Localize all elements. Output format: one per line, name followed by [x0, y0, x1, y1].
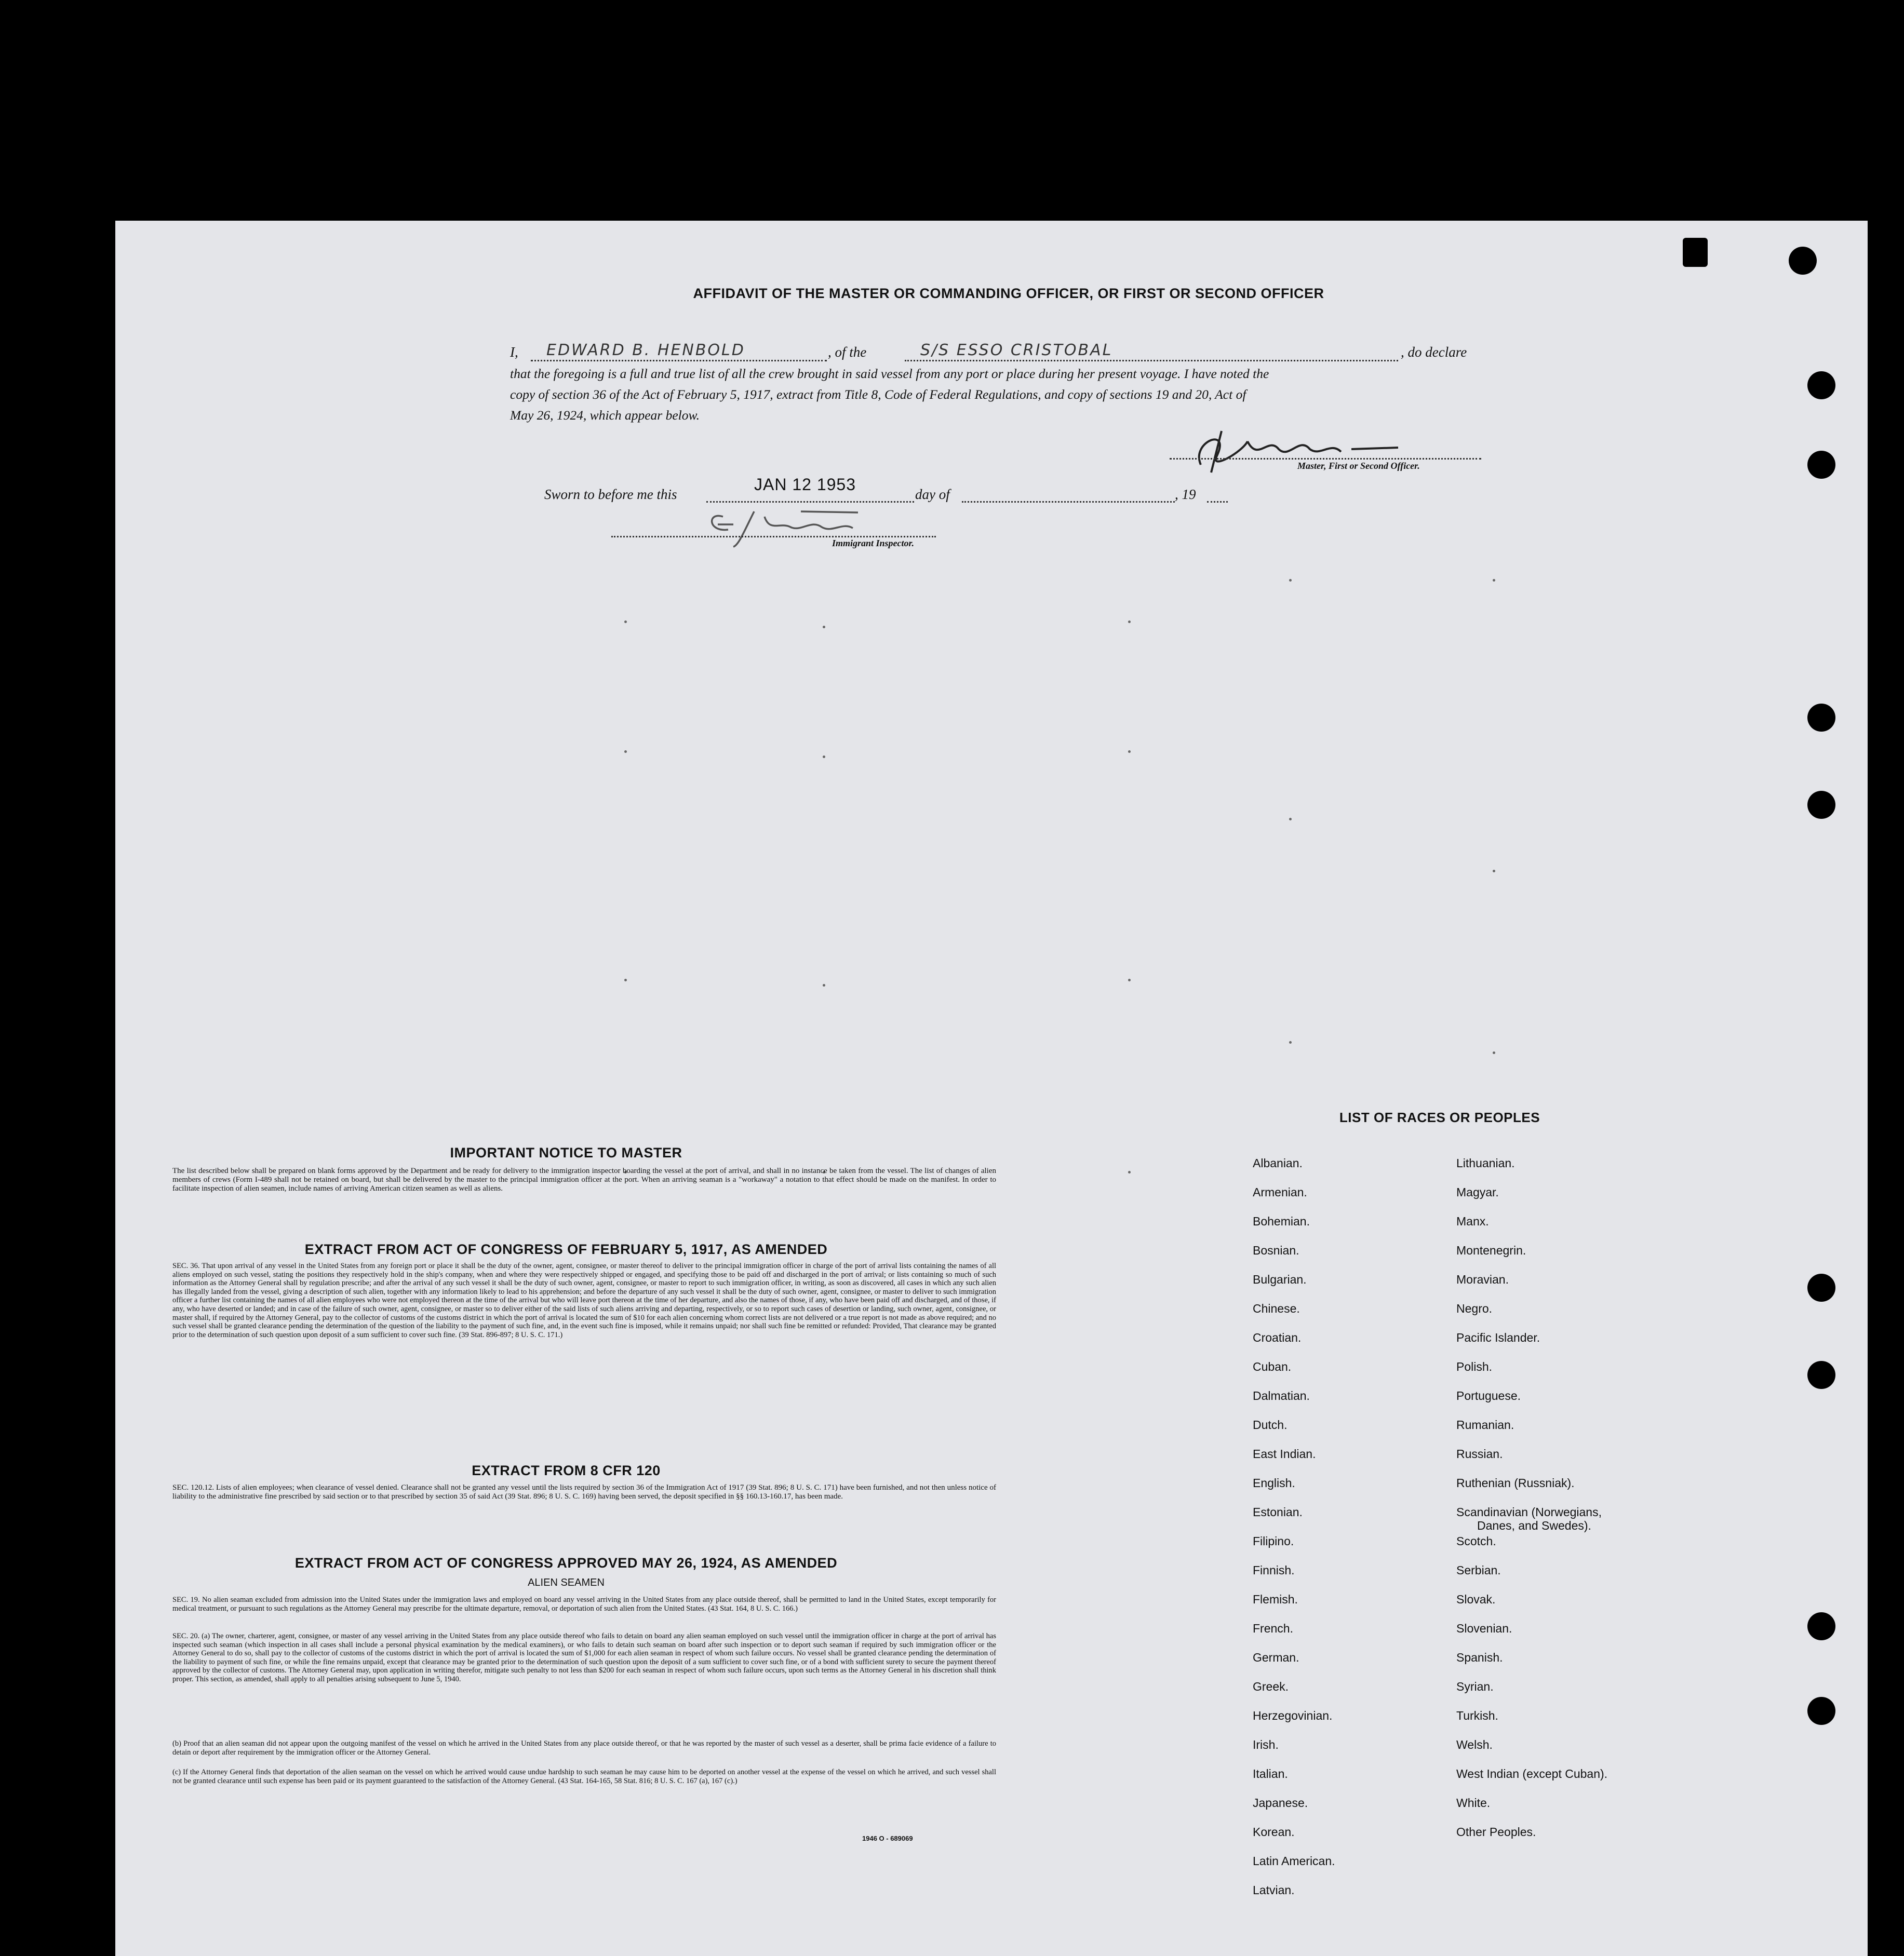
guide-dot: [1128, 979, 1131, 981]
punch-hole: [1807, 451, 1835, 479]
race-item: Manx.: [1456, 1215, 1489, 1228]
race-item: Turkish.: [1456, 1709, 1498, 1722]
day-of-label: day of: [915, 487, 950, 502]
punch-hole: [1789, 247, 1817, 275]
punch-hole: [1807, 1274, 1835, 1302]
year-prefix: , 19: [1175, 487, 1196, 502]
inspector-signature-line: [611, 535, 936, 537]
affidavit-body-3: May 26, 1924, which appear below.: [510, 408, 700, 423]
affidavit-title: AFFIDAVIT OF THE MASTER OR COMMANDING OFFICER, OR FIRST OR SECOND OFFICER: [693, 286, 1324, 301]
affidavit-body-2: copy of section 36 of the Act of February 5, 1917, extract from Title 8, Code of Federal Regulations, and copy of sections 19 and 20, Act of: [510, 387, 1246, 402]
guide-dot: [823, 756, 825, 758]
guide-dot: [1493, 870, 1495, 872]
race-item: Albanian.: [1253, 1156, 1303, 1170]
race-item: Armenian.: [1253, 1185, 1307, 1199]
race-item: Dalmatian.: [1253, 1389, 1310, 1402]
master-signature-line: [1170, 457, 1481, 460]
punch-hole: [1807, 1361, 1835, 1389]
master-caption: Master, First or Second Officer.: [1297, 461, 1420, 471]
race-item: Lithuanian.: [1456, 1156, 1515, 1170]
race-item: French.: [1253, 1622, 1293, 1635]
race-item: Magyar.: [1456, 1185, 1499, 1199]
guide-dot: [624, 979, 627, 981]
race-item: Latvian.: [1253, 1883, 1295, 1897]
race-item: Bosnian.: [1253, 1244, 1299, 1257]
sworn-prefix: Sworn to before me this: [544, 487, 677, 502]
race-item: West Indian (except Cuban).: [1456, 1767, 1608, 1780]
race-item: Montenegrin.: [1456, 1244, 1526, 1257]
guide-dot: [624, 620, 627, 623]
notice-title: IMPORTANT NOTICE TO MASTER: [450, 1145, 682, 1161]
race-item: Rumanian.: [1456, 1418, 1514, 1432]
declaration-line: [510, 341, 1606, 365]
punch-hole: [1807, 371, 1835, 399]
race-item: Estonian.: [1253, 1505, 1303, 1519]
guide-dot: [624, 750, 627, 753]
extract-1924-sec20a: SEC. 20. (a) The owner, charterer, agent, consignee, or master of any vessel arriving in the United States from any place outside thereof who fails to detain on board any alien seaman employed on such vessel until the immigration officer in charge at the port of arrival has inspected such seaman (which inspection in all cases shall include a personal physical examination by the medical examiners), or who fails to detain such seaman on board after such inspection or to deport such seaman if required by such immigration officer or the Attorney General to do so, shall pay to the collector of customs of the customs district in which the port of arrival is located the sum of $1,000 for each alien seaman in respect of whom such failure occurs. No vessel shall be granted clearance pending the determination of the liability to payment of such fine, or while the fine remains unpaid, except that clearance may be granted prior to the determination of such question upon the deposit of a sum sufficient to cover such fine, or of a bond with sufficient surety to secure the payment thereof approved by the collector of customs. The Attorney General may, upon application in writing therefor, mitigate such penalty to not less than $200 for each seaman in respect of whom such failure occurs, upon such terms as the Attorney General in his discretion shall think proper. This section, as amended, shall apply to all penalties arising subsequent to June 5, 1940.: [172, 1632, 996, 1683]
race-item: Irish.: [1253, 1738, 1279, 1751]
punch-hole: [1807, 1612, 1835, 1640]
guide-dot: [1289, 818, 1292, 820]
race-item: Serbian.: [1456, 1563, 1501, 1577]
punch-hole: [1683, 238, 1708, 267]
race-item: Welsh.: [1456, 1738, 1493, 1751]
affidavit-body-1: that the foregoing is a full and true list of all the crew brought in said vessel from any port or place during her present voyage. I have noted the: [510, 366, 1269, 381]
extract-cfr-title: EXTRACT FROM 8 CFR 120: [472, 1463, 661, 1478]
extract-1924-sec20c: (c) If the Attorney General finds that deportation of the alien seaman on the vessel on which he arrived would cause undue hardship to such seaman he may cause him to be deported on another vessel at the expense of the vessel on which he arrived, and such vessel shall not be granted clearance until such expense has been paid or its payment guaranteed to the satisfaction of the Attorney General. (43 Stat. 164-165, 58 Stat. 816; 8 U. S. C. 167 (a), 167 (c).): [172, 1768, 996, 1785]
race-item: Pacific Islander.: [1456, 1331, 1540, 1344]
punch-hole: [1807, 704, 1835, 732]
races-title: LIST OF RACES OR PEOPLES: [1339, 1110, 1540, 1125]
race-item: Herzegovinian.: [1253, 1709, 1333, 1722]
race-item: Cuban.: [1253, 1360, 1292, 1373]
month-field: [962, 485, 1175, 503]
race-item: Other Peoples.: [1456, 1825, 1536, 1839]
guide-dot: [823, 626, 825, 628]
race-item: White.: [1456, 1796, 1491, 1810]
guide-dot: [1493, 579, 1495, 582]
race-item: Moravian.: [1456, 1273, 1509, 1286]
race-item: Slovenian.: [1456, 1622, 1512, 1635]
extract-1917-title: EXTRACT FROM ACT OF CONGRESS OF FEBRUARY 5, 1917, AS AMENDED: [304, 1242, 828, 1257]
print-code: 1946 O - 689069: [862, 1834, 913, 1842]
race-item: Syrian.: [1456, 1680, 1494, 1693]
punch-hole: [1807, 791, 1835, 819]
of-the-label: , of the: [828, 344, 867, 360]
year-field: [1207, 485, 1228, 503]
notice-body: The list described below shall be prepared on blank forms approved by the Department and be ready for delivery to the immigration inspector boarding the vessel at the port of arrival, and shall in no instance be taken from the vessel. The list of changes of alien members of crews (Form I-489 shall not be retained on board, but shall be delivered by the master to the principal immigration officer at the port. When an arriving seaman is a "workaway" a notation to that effect should be made on the manifest. In order to facilitate inspection of alien seamen, include names of arriving American citizen seamen as well as aliens.: [172, 1167, 996, 1193]
declarant-name: EDWARD B. HENBOLD: [546, 341, 745, 359]
race-item: Scotch.: [1456, 1534, 1496, 1548]
do-declare-label: , do declare: [1401, 344, 1467, 360]
race-item: Japanese.: [1253, 1796, 1308, 1810]
punch-hole: [1807, 1697, 1835, 1725]
race-item: Italian.: [1253, 1767, 1288, 1780]
extract-1924-subtitle: ALIEN SEAMEN: [528, 1577, 605, 1588]
race-item: Spanish.: [1456, 1651, 1503, 1664]
extract-1917-body: SEC. 36. That upon arrival of any vessel in the United States from any foreign port or place it shall be the duty of the owner, agent, consignee, or master thereof to deliver to the principal immigration officer in charge of the port of arrival lists containing the names of all aliens employed on such vessel, stating the positions they respectively hold in the ship's company, when and where they were respectively shipped or engaged, and specifying those to be paid off and discharged in the port of arrival; or lists containing so much of such information as the Attorney General shall by regulation prescribe; and after the arrival of any such vessel it shall be the duty of such owner, agent, consignee, or master to report to such immigration officer, in writing, as soon as discovered, all cases in which any such alien has illegally landed from the vessel, giving a description of such alien, together with any information likely to lead to his apprehension; and before the departure of any such vessel it shall be the duty of such owner, agent, consignee, or master to deliver to such immigration officer a further list containing the names of all alien employees who were not employed thereon at the time of the arrival but who will leave port thereon at the time of her departure, and also the names of those, if any, who have been paid off and discharged, and of those, if any, who have deserted or landed; and in case of the failure of such owner, agent, consignee, or master so to deliver either of the said lists of such aliens arriving and departing, respectively, or so to report such cases of desertion or landing, such owner, agent, consignee, or master shall, if required by the Attorney General, pay to the collector of customs of the customs district in which the port of arrival is located the sum of $10 for each alien concerning whom correct lists are not delivered or a true report is not made as above required; and no such vessel shall be granted clearance pending the determination of the question of the liability to the payment of such fine, and, in the event such fine is imposed, while it remains unpaid; nor shall such fine be remitted or refunded: Provided, That clearance may be granted prior to the determination of such question upon deposit of a sum sufficient to cover such fine. (39 Stat. 896-897; 8 U. S. C. 171.): [172, 1262, 996, 1339]
extract-1924-sec19: SEC. 19. No alien seaman excluded from admission into the United States under the immigration laws and employed on board any vessel arriving in the United States from any place outside thereof, shall be permitted to land in the United States, except temporarily for medical treatment, or pursuant to such regulations as the Attorney General may prescribe for the ultimate departure, removal, or deportation of such alien from the United States. (43 Stat. 164, 8 U. S. C. 166.): [172, 1596, 996, 1613]
race-item: Russian.: [1456, 1447, 1503, 1461]
race-item: Bohemian.: [1253, 1215, 1310, 1228]
guide-dot: [1128, 620, 1131, 623]
form-sheet: [115, 221, 1868, 1956]
race-item: Chinese.: [1253, 1302, 1300, 1315]
race-item: Croatian.: [1253, 1331, 1302, 1344]
sworn-date-stamp: JAN 12 1953: [754, 475, 856, 494]
race-item: Scandinavian (Norwegians,: [1456, 1505, 1602, 1519]
race-item: Negro.: [1456, 1302, 1493, 1315]
race-item: Slovak.: [1456, 1593, 1496, 1606]
race-item: Filipino.: [1253, 1534, 1294, 1548]
race-item: Bulgarian.: [1253, 1273, 1307, 1286]
race-item: Finnish.: [1253, 1563, 1295, 1577]
guide-dot: [1289, 1041, 1292, 1044]
guide-dot: [1128, 750, 1131, 753]
guide-dot: [823, 984, 825, 987]
race-item: Latin American.: [1253, 1854, 1335, 1868]
inspector-caption: Immigrant Inspector.: [832, 538, 915, 548]
race-item: Korean.: [1253, 1825, 1295, 1839]
extract-cfr-body: SEC. 120.12. Lists of alien employees; when clearance of vessel denied. Clearance shall not be granted any vessel until the lists required by section 36 of the Immigration Act of 1917 (39 Stat. 896; 8 U. S. C. 171) have been furnished, and not then unless notice of liability to the administrative fine prescribed by said section or to that prescribed by section 35 of said Act (39 Stat. 896; 8 U. S. C. 169) having been served, the deposit specified in §§ 160.13-160.17, has been made.: [172, 1483, 996, 1501]
race-item: Greek.: [1253, 1680, 1289, 1693]
vessel-name: S/S ESSO CRISTOBAL: [920, 341, 1113, 359]
guide-dot: [1493, 1051, 1495, 1054]
guide-dot: [1289, 579, 1292, 582]
guide-dot: [1128, 1171, 1131, 1173]
race-item: German.: [1253, 1651, 1299, 1664]
race-item: East Indian.: [1253, 1447, 1316, 1461]
race-item: English.: [1253, 1476, 1295, 1490]
race-item: Ruthenian (Russniak).: [1456, 1476, 1575, 1490]
race-item: Flemish.: [1253, 1593, 1298, 1606]
race-item: Dutch.: [1253, 1418, 1288, 1432]
line-prefix: I,: [510, 344, 518, 360]
race-item: Polish.: [1456, 1360, 1493, 1373]
extract-1924-sec20b: (b) Proof that an alien seaman did not appear upon the outgoing manifest of the vessel on which he arrived in the United States from any place outside thereof, or that he was reported by the master of such vessel as a deserter, shall be prima facie evidence of a failure to detain or deport after requirement by the immigration officer or the Attorney General.: [172, 1739, 996, 1757]
race-item: Danes, and Swedes).: [1477, 1519, 1591, 1532]
extract-1924-title: EXTRACT FROM ACT OF CONGRESS APPROVED MAY 26, 1924, AS AMENDED: [294, 1555, 838, 1571]
race-item: Portuguese.: [1456, 1389, 1521, 1402]
